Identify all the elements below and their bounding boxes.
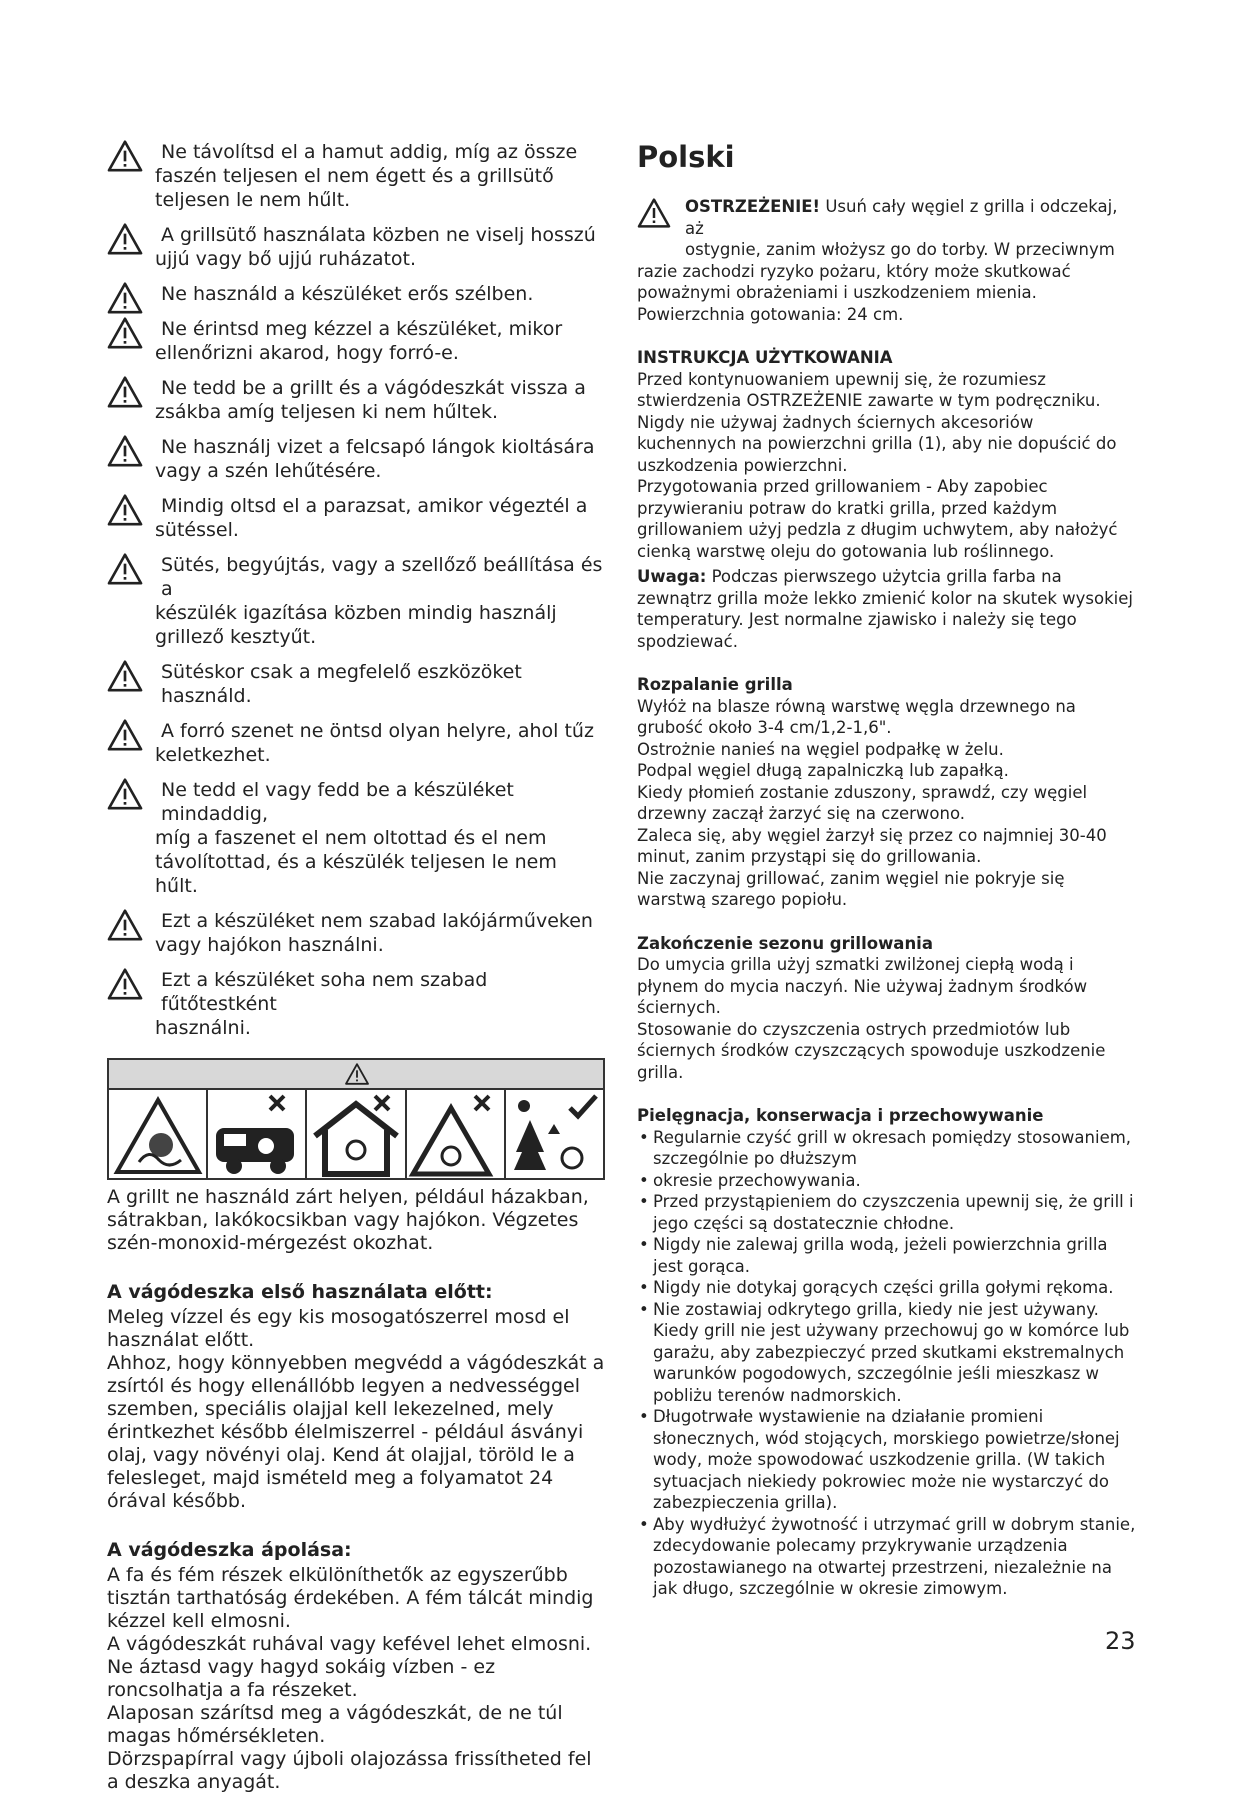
pictogram-box xyxy=(107,1058,605,1180)
warning-icon xyxy=(107,778,143,810)
list-item: • Przed przystąpieniem do czyszczenia upewnij się, że grill i jego części są dostatecznie chłodne. xyxy=(637,1191,1137,1234)
section-title: Polski xyxy=(637,140,735,174)
warning-item xyxy=(107,317,605,365)
lighting-text-6: Nie zaczynaj grillować, zanim węgiel nie pokryje się warstwą szarego popiołu. xyxy=(637,868,1065,909)
lighting-text-2: Ostrożnie nanieś na węgiel podpałkę w żelu. xyxy=(637,739,1004,759)
warning-icon xyxy=(107,909,143,941)
warning-icon xyxy=(107,968,143,1000)
warning-rest: vagy a szén lehűtésére. xyxy=(155,460,382,482)
no-house-icon xyxy=(307,1090,406,1180)
list-item: • Regularnie czyść grill w okresach pomiędzy stosowaniem, szczególnie po dłuższym xyxy=(637,1127,1137,1170)
warning-item xyxy=(107,660,605,708)
warning-rest: míg a faszenet el nem oltottad és el nem távolítottad, és a készülék teljesen le nem hűlt. xyxy=(155,827,557,897)
lighting-text-3: Podpal węgiel długą zapalniczką lub zapałką. xyxy=(637,761,1009,780)
warning-list xyxy=(107,140,605,1040)
warning-item xyxy=(107,435,605,483)
no-tent-icon xyxy=(407,1090,506,1180)
first-use-heading: A vágódeszka első használata előtt: xyxy=(107,1281,493,1303)
note-body: Podczas pierwszego użytcia grilla farba na zewnątrz grilla może lekko zmienić kolor na skutek wysokiej temperatury. Jest normalne zjawisko i należy się tego spodziewać. xyxy=(637,567,1133,651)
warning-line-1: Ne távolítsd el a hamut addig, míg az össze xyxy=(161,141,578,163)
warning-item xyxy=(107,553,605,649)
instructions-text-2: Nigdy nie używaj żadnych ściernych akcesoriów kuchennych na powierzchni grilla (1), aby nie dopuścić do uszkodzenia powierzchni. xyxy=(637,412,1117,475)
warning-icon xyxy=(343,1063,371,1085)
warning-line-1: Ne használd a készüléket erős szélben. xyxy=(161,283,534,305)
page-number: 23 xyxy=(1105,1627,1136,1655)
warning-line-1: A forró szenet ne öntsd olyan helyre, ahol tűz xyxy=(161,720,594,742)
note-label: Uwaga: xyxy=(637,567,707,586)
pictogram-header xyxy=(109,1060,603,1090)
warning-item xyxy=(107,719,605,767)
cooking-surface: Powierzchnia gotowania: 24 cm. xyxy=(637,304,904,324)
list-item: • Nie zostawiaj odkrytego grilla, kiedy nie jest używany. Kiedy grill nie jest używany przechowuj go w komórce lub garażu, aby zabezpieczyć przed skutkami ekstremalnych warunków pogodowych, szczególnie jeśli mieszkasz w pobliżu terenów nadmorskich. xyxy=(637,1299,1137,1407)
warning-icon xyxy=(107,317,143,349)
warning-line-1: Ne érintsd meg kézzel a készüléket, mikor xyxy=(161,318,563,340)
care-text-4: Dörzspapírral vagy újboli olajozássa frissítheted fel a deszka anyagát. xyxy=(107,1748,592,1793)
instructions-text-1: Przed kontynuowaniem upewnij się, że rozumiesz stwierdzenia OSTRZEŻENIE zawarte w tym podręczniku. xyxy=(637,369,1101,410)
care-heading: A vágódeszka ápolása: xyxy=(107,1539,352,1561)
care-text-2: A vágódeszkát ruhával vagy kefével lehet elmosni. Ne áztasd vagy hagyd sokáig vízben - ez roncsolhatja a fa részeket. xyxy=(107,1633,592,1701)
warning-line-1: Ezt a készüléket nem szabad lakójárműveken xyxy=(161,910,593,932)
outdoor-ok-icon xyxy=(506,1090,603,1180)
warning-icon xyxy=(107,223,143,255)
warning-rest: zsákba amíg teljesen ki nem hűltek. xyxy=(155,401,498,423)
warning-line-1: Ezt a készüléket soha nem szabad fűtőtestként xyxy=(161,969,488,1015)
lighting-text-4: Kiedy płomień zostanie zduszony, sprawdź, czy węgiel drzewny zaczął żarzyć się na czerwono. xyxy=(637,782,1088,823)
warning-icon xyxy=(107,282,143,314)
warning-item xyxy=(107,223,605,271)
warning-icon xyxy=(107,719,143,751)
warning-icon xyxy=(107,376,143,408)
warning-line-1: Ne tedd be a grillt és a vágódeszkát vissza a xyxy=(161,377,586,399)
warning-item xyxy=(107,778,605,898)
warning-icon xyxy=(107,494,143,526)
hungarian-column xyxy=(107,140,605,1794)
warning-icon xyxy=(107,140,143,172)
warning-line-1: Sütéskor csak a megfelelő eszközöket használd. xyxy=(161,661,522,707)
no-vehicle-icon xyxy=(208,1090,307,1180)
list-item: • Nigdy nie dotykaj gorących części grilla gołymi rękoma. xyxy=(637,1277,1137,1299)
warning-item xyxy=(107,376,605,424)
polish-column xyxy=(637,140,1137,1600)
first-use-text-2: Ahhoz, hogy könnyebben megvédd a vágódeszkát a zsírtól és hogy ellenállóbb legyen a nedvességgel szemben, speciális olajjal kell lekezelned, mely érintkezhet később élelmiszerrel - például ásványi olaj, vagy növényi olaj. Kend át olajjal, töröld le a felesleget, majd ismételd meg a folyamatot 24 órával később. xyxy=(107,1352,605,1512)
warning-line-1: Mindig oltsd el a parazsat, amikor végeztél a xyxy=(161,495,588,517)
warning-item xyxy=(107,909,605,957)
warning-block xyxy=(637,196,1137,304)
warning-text: razie zachodzi ryzyko pożaru, który może skutkować poważnymi obrażeniami i uszkodzeniem mienia. xyxy=(637,261,1071,302)
warning-rest: készülék igazítása közben mindig használj grillező kesztyűt. xyxy=(155,602,557,648)
first-use-text-1: Meleg vízzel és egy kis mosogatószerrel mosd el használat előtt. xyxy=(107,1306,570,1351)
warning-item xyxy=(107,494,605,542)
maintenance-list xyxy=(637,1127,1137,1600)
list-item: • okresie przechowywania. xyxy=(637,1170,1137,1192)
warning-line-1: Ne tedd el vagy fedd be a készüléket mindaddig, xyxy=(161,779,514,825)
warning-rest: használni. xyxy=(155,1017,251,1039)
warning-item xyxy=(107,968,605,1040)
warning-icon xyxy=(107,435,143,467)
warning-label: OSTRZEŻENIE! xyxy=(685,197,821,216)
warning-item xyxy=(107,282,605,306)
warning-line-1: Sütés, begyújtás, vagy a szellőző beállítása és a xyxy=(161,554,603,600)
warning-icon xyxy=(107,553,143,585)
warning-rest: vagy hajókon használni. xyxy=(155,934,384,956)
warning-rest: sütéssel. xyxy=(155,519,239,541)
co-poisoning-icon xyxy=(109,1090,208,1180)
pictogram-caption: A grillt ne használd zárt helyen, például házakban, sátrakban, lakókocsikban vagy hajókon. Végzetes szén-monoxid-mérgezést okozhat. xyxy=(107,1186,589,1254)
warning-line-1: Usuń cały węgiel z grilla i odczekaj, aż xyxy=(685,197,1118,238)
lighting-text-1: Wyłóż na blasze równą warstwę węgla drzewnego na grubość około 3-4 cm/1,2-1,6". xyxy=(637,696,1076,737)
warning-rest: faszén teljesen el nem égett és a grillsütő teljesen le nem hűlt. xyxy=(155,165,554,211)
note-text xyxy=(637,566,1137,652)
warning-item xyxy=(107,140,605,212)
season-end-text-2: Stosowanie do czyszczenia ostrych przedmiotów lub ściernych środków czyszczących spowoduje uszkodzenie grilla. xyxy=(637,1019,1106,1082)
season-end-heading: Zakończenie sezonu grillowania xyxy=(637,933,933,953)
maintenance-heading: Pielęgnacja, konserwacja i przechowywanie xyxy=(637,1106,1044,1125)
warning-rest: keletkezhet. xyxy=(155,744,271,766)
warning-line-2: ostygnie, zanim włożysz go do torby. W przeciwnym xyxy=(685,240,1115,259)
warning-line-1: Ne használj vizet a felcsapó lángok kioltására xyxy=(161,436,595,458)
warning-line-1: A grillsütő használata közben ne viselj hosszú xyxy=(161,224,596,246)
care-text-1: A fa és fém részek elkülöníthetők az egyszerűbb tisztán tarthatóság érdekében. A fém tálcát mindig kézzel kell elmosni. xyxy=(107,1564,594,1632)
season-end-text-1: Do umycia grilla użyj szmatki zwilżonej ciepłą wodą i płynem do mycia naczyń. Nie używaj żadnym środków ściernych. xyxy=(637,955,1088,1017)
warning-rest: ellenőrizni akarod, hogy forró-e. xyxy=(155,342,459,364)
warning-rest: ujjú vagy bő ujjú ruházatot. xyxy=(155,248,417,270)
instructions-text-3: Przygotowania przed grillowaniem - Aby zapobiec przywieraniu potraw do kratki grilla, przed każdym grillowaniem użyj pedzla z długim uchwytem, aby nałożyć cienką warstwę oleju do gotowania lub roślinnego. xyxy=(637,477,1118,561)
lighting-text-5: Zaleca się, aby węgiel żarzył się przez co najmniej 30-40 minut, zanim przystąpi się do grillowania. xyxy=(637,825,1107,866)
care-text-3: Alaposan szárítsd meg a vágódeszkát, de ne túl magas hőmérsékleten. xyxy=(107,1702,563,1747)
instructions-heading: INSTRUKCJA UŻYTKOWANIA xyxy=(637,348,893,367)
warning-icon xyxy=(107,660,143,692)
list-item: • Aby wydłużyć żywotność i utrzymać grill w dobrym stanie, zdecydowanie polecamy przykrywanie urządzenia pozostawianego na otwartej przestrzeni, niezależnie na jak długo, szczególnie w okresie zimowym. xyxy=(637,1514,1137,1600)
warning-icon xyxy=(637,198,671,228)
list-item: • Długotrwałe wystawienie na działanie promieni słonecznych, wód stojących, morskiego powietrze/słonej wody, może spowodować uszkodzenie grilla. (W takich sytuacjach niekiedy pokrowiec może nie wystarczyć do zabezpieczenia grilla). xyxy=(637,1406,1137,1514)
lighting-heading: Rozpalanie grilla xyxy=(637,675,793,694)
list-item: • Nigdy nie zalewaj grilla wodą, jeżeli powierzchnia grilla jest gorąca. xyxy=(637,1234,1137,1277)
